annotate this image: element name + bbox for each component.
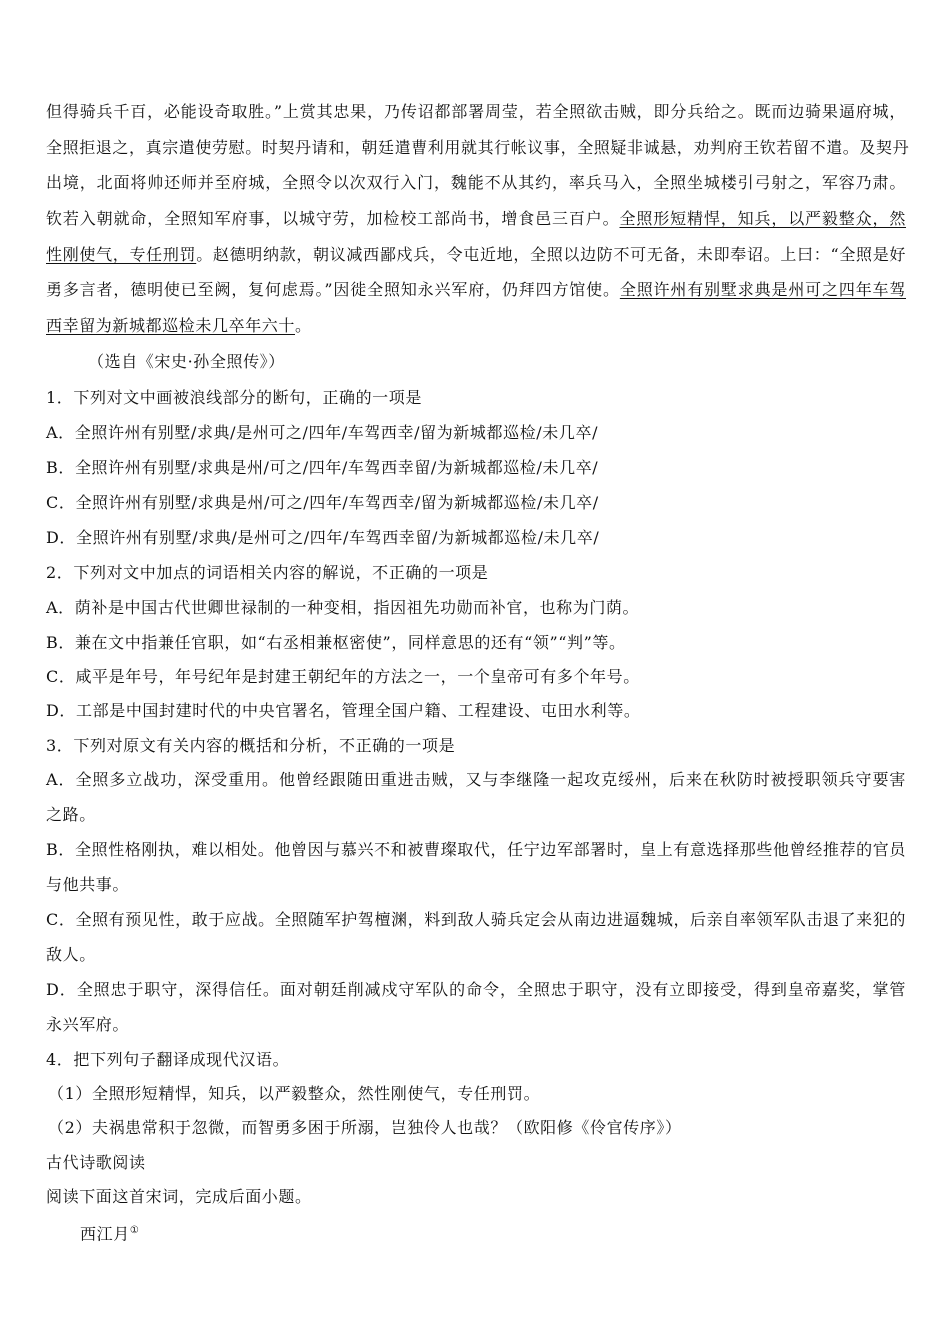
question-3-option-c: C．全照有预见性，敢于应战。全照随军护驾檀渊，料到敌人骑兵定会从南边进逼魏城，后亲自率领军队击退了来犯的 — [46, 910, 906, 929]
question-2-option-d: D．工部是中国封建时代的中央官署名，管理全国户籍、工程建设、屯田水利等。 — [46, 701, 641, 720]
passage-text: 。赵德明纳款，朝议减西鄙戍兵，令屯近地，全照以边防不可无备，未即奉诏。上曰：“全照是好 — [196, 245, 906, 264]
question-4-stem: 4．把下列句子翻译成现代汉语。 — [46, 1050, 290, 1069]
question-4-sentence-2: （2）夫祸患常积于忽微，而智勇多困于所溺，岂独伶人也哉？（欧阳修《伶官传序》） — [48, 1118, 682, 1137]
passage-line-6 — [46, 280, 906, 300]
underlined-sentence: 全照形短精悍，知兵，以严毅整众，然 — [619, 209, 907, 228]
question-1-option-b: B．全照许州有别墅/求典是州/可之/四年/车驾西幸留/为新城都巡检/未几卒/ — [46, 458, 599, 477]
wavy-underlined-sentence: 全照许州有别墅求典是州可之四年车驾 — [619, 280, 907, 299]
passage-text: 勇多言者，德明使已至阙，复何虑焉。”因徙全照知永兴军府，仍拜四方馆使。 — [46, 280, 620, 299]
wavy-underlined-sentence: 西幸留为新城都巡检未几卒年六十 — [46, 316, 296, 335]
question-2-option-b: B．兼在文中指兼任官职，如“右丞相兼枢密使”，同样意思的还有“领”“判”等。 — [46, 633, 626, 652]
question-3-option-d: D．全照忠于职守，深得信任。面对朝廷削减戍守军队的命令，全照忠于职守，没有立即接受，得到皇帝嘉奖，掌管 — [46, 980, 906, 999]
question-3-option-a: A．全照多立战功，深受重用。他曾经跟随田重进击贼，又与李继隆一起攻克绥州，后来在秋防时被授职领兵守要害 — [46, 770, 906, 789]
question-2-option-a: A．荫补是中国古代世卿世禄制的一种变相，指因祖先功勋而补官，也称为门荫。 — [46, 598, 640, 617]
question-3-option-b-cont: 与他共事。 — [46, 875, 130, 894]
passage-line-2: 全照拒退之，真宗遣使劳慰。时契丹请和，朝廷遣曹利用就其行帐议事，全照疑非诚悬，劝判府王钦若留不遣。及契丹 — [46, 138, 910, 157]
question-1-option-c: C．全照许州有别墅/求典是州/可之/四年/车驾西幸/留为新城都巡检/未几卒/ — [46, 493, 599, 512]
passage-line-5 — [46, 245, 906, 265]
poetry-instruction: 阅读下面这首宋词，完成后面小题。 — [46, 1187, 312, 1206]
passage-line-4 — [46, 209, 906, 229]
underlined-sentence: 性刚使气，专任刑罚 — [46, 245, 197, 264]
question-3-option-a-cont: 之路。 — [46, 805, 96, 824]
question-2-stem: 2．下列对文中加点的词语相关内容的解说，不正确的一项是 — [46, 563, 489, 582]
question-3-stem: 3．下列对原文有关内容的概括和分析，不正确的一项是 — [46, 736, 456, 755]
section-heading: 古代诗歌阅读 — [46, 1153, 146, 1172]
question-4-sentence-1: （1）全照形短精悍，知兵，以严毅整众，然性刚使气，专任刑罚。 — [48, 1084, 541, 1103]
question-1-option-a: A．全照许州有别墅/求典/是州可之/四年/车驾西幸/留为新城都巡检/未几卒/ — [46, 423, 599, 442]
question-1-stem: 1．下列对文中画被浪线部分的断句，正确的一项是 — [46, 388, 422, 407]
question-3-option-b: B．全照性格刚执，难以相处。他曾因与慕兴不和被曹璨取代，任宁边军部署时，皇上有意选择那些他曾经推荐的官员 — [46, 840, 906, 859]
question-1-option-d: D．全照许州有别墅/求典/是州可之/四年/车驾西幸留/为新城都巡检/未几卒/ — [46, 528, 600, 547]
passage-line-1: 但得骑兵千百，必能设奇取胜。”上赏其忠果，乃传诏都部署周莹，若全照欲击贼，即分兵给之。既而边骑果逼府城， — [46, 102, 906, 121]
passage-source: （选自《宋史·孙全照传》） — [88, 352, 285, 371]
question-3-option-c-cont: 敌人。 — [46, 945, 96, 964]
question-2-option-c: C．咸平是年号，年号纪年是封建王朝纪年的方法之一，一个皇帝可有多个年号。 — [46, 667, 640, 686]
poem-title — [80, 1221, 940, 1244]
passage-text: 钦若入朝就命，全照知军府事，以城守劳，加检校工部尚书，增食邑三百户。 — [46, 209, 620, 228]
question-3-option-d-cont: 永兴军府。 — [46, 1015, 130, 1034]
passage-text: 。 — [295, 316, 312, 335]
passage-line-7 — [46, 316, 906, 336]
poem-title-text: 西江月 — [80, 1224, 130, 1244]
passage-line-3: 出境，北面将帅还师并至府城，全照令以次双行入门，魏能不从其约，率兵马入，全照坐城楼引弓射之，军容乃肃。 — [46, 173, 906, 192]
footnote-marker: ① — [129, 1225, 140, 1236]
